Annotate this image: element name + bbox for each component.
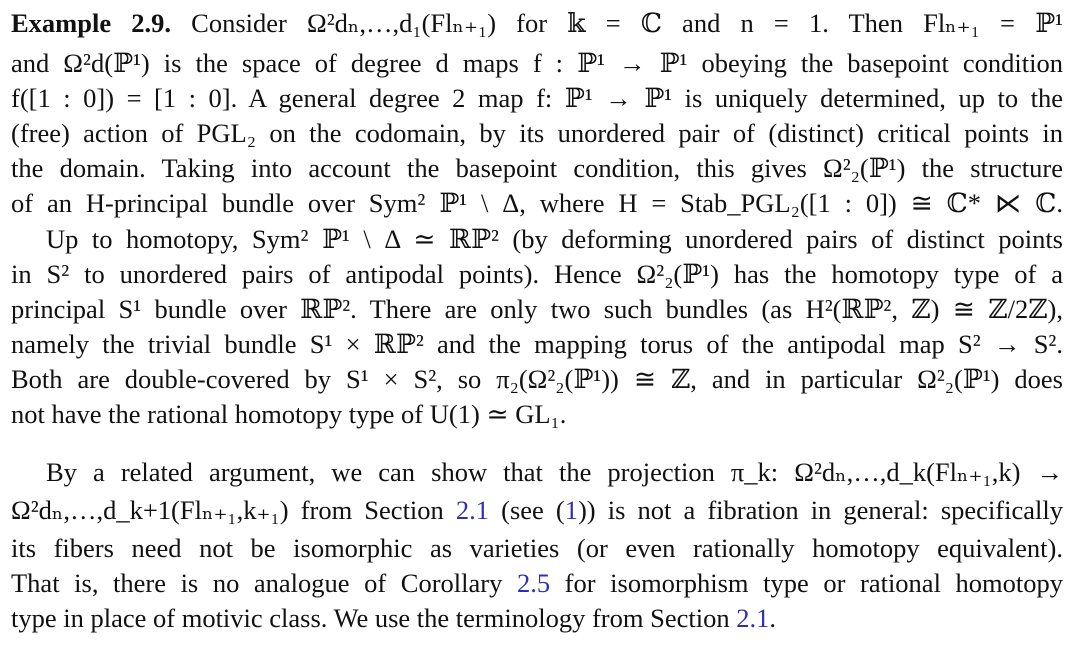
example-line-3: f([1 : 0]) = [1 : 0]. A general degree 2 map f: ℙ¹ → ℙ¹ is uniquely determined, up to the bbox=[11, 83, 1063, 113]
homotopy-line-1: Up to homotopy, Sym² ℙ¹ \ Δ ≃ ℝℙ² (by deforming unordered pairs of distinct points bbox=[46, 224, 1063, 254]
section-2-1-link[interactable]: 2.1 bbox=[455, 495, 490, 525]
related-line-2-post: )) is not a fibration in general: specifically bbox=[577, 495, 1063, 525]
related-line-4-pre: That is, there is no analogue of Corollary bbox=[11, 568, 517, 598]
related-line-4-post: for isomorphism type or rational homotopy bbox=[550, 568, 1063, 598]
example-line-2: and Ω²d(ℙ¹) is the space of degree d maps f : ℙ¹ → ℙ¹ obeying the basepoint condition bbox=[11, 48, 1063, 78]
example-line-5: the domain. Taking into account the basepoint condition, this gives Ω²₂(ℙ¹) the structure bbox=[11, 153, 1063, 183]
related-line-2-pre: Ω²dₙ,…,d_k+1(Flₙ₊₁,k₊₁) from Section bbox=[11, 495, 456, 525]
related-line-5-post: . bbox=[769, 603, 776, 633]
example-line-6: of an H-principal bundle over Sym² ℙ¹ \ Δ, where H = Stab_PGL₂([1 : 0]) ≅ ℂ* ⋉ ℂ. bbox=[11, 188, 1063, 218]
related-argument-line-1: By a related argument, we can show that the projection π_k: Ω²dₙ,…,d_k(Flₙ₊₁,k) → bbox=[46, 457, 1063, 487]
homotopy-line-3: principal S¹ bundle over ℝℙ². There are only two such bundles (as H²(ℝℙ², ℤ) ≅ ℤ/2ℤ), bbox=[11, 294, 1063, 324]
section-2-1-link-2[interactable]: 2.1 bbox=[736, 603, 770, 633]
homotopy-line-2: in S² to unordered pairs of antipodal points). Hence Ω²₂(ℙ¹) has the homotopy type of a bbox=[11, 259, 1063, 289]
example-line-1 bbox=[11, 6, 1063, 40]
related-argument-line-2 bbox=[11, 493, 1063, 527]
corollary-2-5-link[interactable]: 2.5 bbox=[516, 568, 551, 598]
equation-1-link[interactable]: 1 bbox=[564, 495, 578, 525]
related-argument-line-5 bbox=[11, 601, 1063, 635]
homotopy-line-5: Both are double-covered by S¹ × S², so π₂(Ω²₂(ℙ¹)) ≅ ℤ, and in particular Ω²₂(ℙ¹) does bbox=[11, 364, 1063, 394]
related-argument-line-3: its fibers need not be isomorphic as varieties (or even rationally homotopy equivalent). bbox=[11, 533, 1063, 563]
homotopy-line-4: namely the trivial bundle S¹ × ℝℙ² and the mapping torus of the antipodal map S² → S². bbox=[11, 329, 1063, 359]
example-line-4: (free) action of PGL₂ on the codomain, by its unordered pair of (distinct) critical points in bbox=[11, 118, 1063, 148]
related-line-2-mid: (see ( bbox=[489, 495, 565, 525]
related-argument-line-4 bbox=[11, 566, 1063, 600]
related-line-5-pre: type in place of motivic class. We use the terminology from Section bbox=[11, 603, 737, 633]
homotopy-line-6: not have the rational homotopy type of U(1) ≃ GL₁. bbox=[11, 399, 567, 429]
example-label: Example 2.9. bbox=[11, 8, 172, 38]
example-line-1-text: Consider Ω²dₙ,…,d₁(Flₙ₊₁) for 𝕜 = ℂ and n = 1. Then Flₙ₊₁ = ℙ¹ bbox=[171, 8, 1063, 38]
